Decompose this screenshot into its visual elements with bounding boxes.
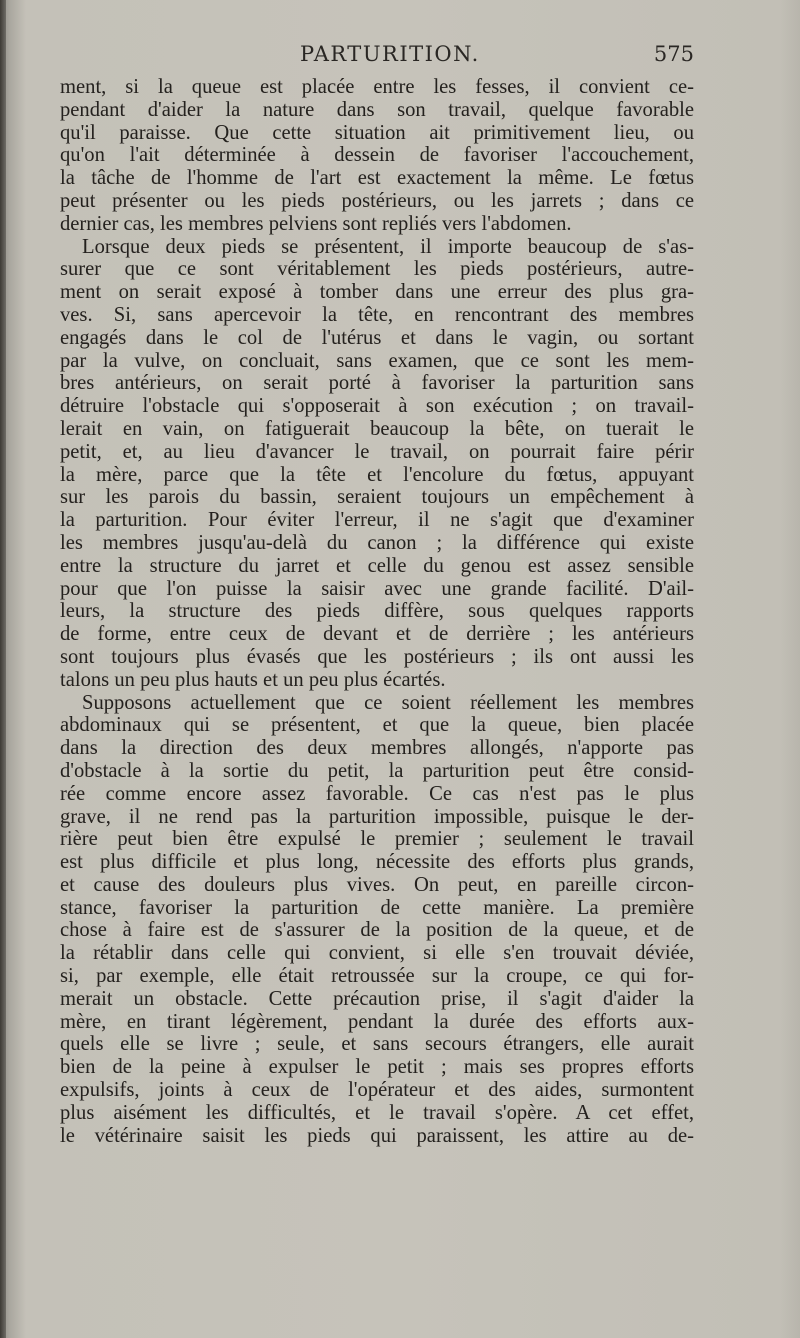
text-line: dernier cas, les membres pelviens sont repliés vers l'abdomen. xyxy=(60,212,572,235)
text-line: grave, il ne rend pas la parturition impossible, puisque le der- xyxy=(60,805,694,828)
text-line: pendant d'aider la nature dans son travail, quelque favorable xyxy=(60,98,694,121)
text-line: plus aisément les difficultés, et le travail s'opère. A cet effet, xyxy=(60,1101,694,1124)
text-line: et cause des douleurs plus vives. On peut, en pareille circon- xyxy=(60,873,694,896)
text-line: qu'il paraisse. Que cette situation ait primitivement lieu, ou xyxy=(60,121,694,144)
text-line: par la vulve, on concluait, sans examen, que ce sont les mem- xyxy=(60,349,694,372)
text-line: les membres jusqu'au-delà du canon ; la différence qui existe xyxy=(60,531,694,554)
text-line: si, par exemple, elle était retroussée sur la croupe, ce qui for- xyxy=(60,965,694,988)
text-line: leurs, la structure des pieds diffère, sous quelques rapports xyxy=(60,600,694,623)
text-line: ment, si la queue est placée entre les fesses, il convient ce- xyxy=(60,76,694,98)
text-line: Lorsque deux pieds se présentent, il importe beaucoup de s'as- xyxy=(82,235,694,258)
paragraph xyxy=(60,76,694,236)
text-line: ves. Si, sans apercevoir la tête, en rencontrant des membres xyxy=(60,303,694,326)
text-line: la tâche de l'homme de l'art est exactement la même. Le fœtus xyxy=(60,167,694,190)
book-spine-edge xyxy=(0,0,6,1338)
body-text xyxy=(60,76,694,1147)
text-line: abdominaux qui se présentent, et que la queue, bien placée xyxy=(60,714,694,737)
text-line: stance, favoriser la parturition de cette manière. La première xyxy=(60,896,694,919)
text-line: rière peut bien être expulsé le premier ; seulement le travail xyxy=(60,828,694,851)
page-header xyxy=(60,42,694,72)
text-line: la parturition. Pour éviter l'erreur, il ne s'agit que d'examiner xyxy=(60,509,694,532)
text-line: ment on serait exposé à tomber dans une erreur des plus gra- xyxy=(60,281,694,304)
paragraph xyxy=(60,692,694,1148)
text-line: lerait en vain, on fatiguerait beaucoup la bête, on tuerait le xyxy=(60,417,694,440)
page-number: 575 xyxy=(653,42,694,66)
text-line: quels elle se livre ; seule, et sans secours étrangers, elle aurait xyxy=(60,1033,694,1056)
text-line: qu'on l'ait déterminée à dessein de favoriser l'accouchement, xyxy=(60,144,694,167)
text-line: de forme, entre ceux de devant et de derrière ; les antérieurs xyxy=(60,623,694,646)
text-line: talons un peu plus hauts et un peu plus écartés. xyxy=(60,668,446,691)
text-line: d'obstacle à la sortie du petit, la parturition peut être consid- xyxy=(60,759,694,782)
text-line: le vétérinaire saisit les pieds qui paraissent, les attire au de- xyxy=(60,1124,694,1147)
running-title: PARTURITION. xyxy=(300,42,480,66)
text-line: entre la structure du jarret et celle du genou est assez sensible xyxy=(60,554,694,577)
text-line: sont toujours plus évasés que les postérieurs ; ils ont aussi les xyxy=(60,645,694,668)
text-line: chose à faire est de s'assurer de la position de la queue, et de xyxy=(60,919,694,942)
text-line: peut présenter ou les pieds postérieurs, ou les jarrets ; dans ce xyxy=(60,189,694,212)
text-line: Supposons actuellement que ce soient réellement les membres xyxy=(82,691,694,714)
text-line: détruire l'obstacle qui s'opposerait à son exécution ; on travail- xyxy=(60,395,694,418)
text-line: la mère, parce que la tête et l'encolure du fœtus, appuyant xyxy=(60,463,694,486)
text-line: la rétablir dans celle qui convient, si elle s'en trouvait déviée, xyxy=(60,942,694,965)
text-line: merait un obstacle. Cette précaution prise, il s'agit d'aider la xyxy=(60,987,694,1010)
text-line: surer que ce sont véritablement les pieds postérieurs, autre- xyxy=(60,258,694,281)
text-line: sur les parois du bassin, seraient toujours un empêchement à xyxy=(60,486,694,509)
text-line: rée comme encore assez favorable. Ce cas n'est pas le plus xyxy=(60,782,694,805)
text-line: pour que l'on puisse la saisir avec une grande facilité. D'ail- xyxy=(60,577,694,600)
text-line: expulsifs, joints à ceux de l'opérateur et des aides, surmontent xyxy=(60,1079,694,1102)
text-line: dans la direction des deux membres allongés, n'apporte pas xyxy=(60,737,694,760)
text-line: bien de la peine à expulser le petit ; mais ses propres efforts xyxy=(60,1056,694,1079)
text-line: bres antérieurs, on serait porté à favoriser la parturition sans xyxy=(60,372,694,395)
text-line: engagés dans le col de l'utérus et dans le vagin, ou sortant xyxy=(60,326,694,349)
text-line: petit, et, au lieu d'avancer le travail, on pourrait faire périr xyxy=(60,440,694,463)
paragraph xyxy=(60,236,694,692)
text-line: est plus difficile et plus long, nécessite des efforts plus grands, xyxy=(60,851,694,874)
text-line: mère, en tirant légèrement, pendant la durée des efforts aux- xyxy=(60,1010,694,1033)
